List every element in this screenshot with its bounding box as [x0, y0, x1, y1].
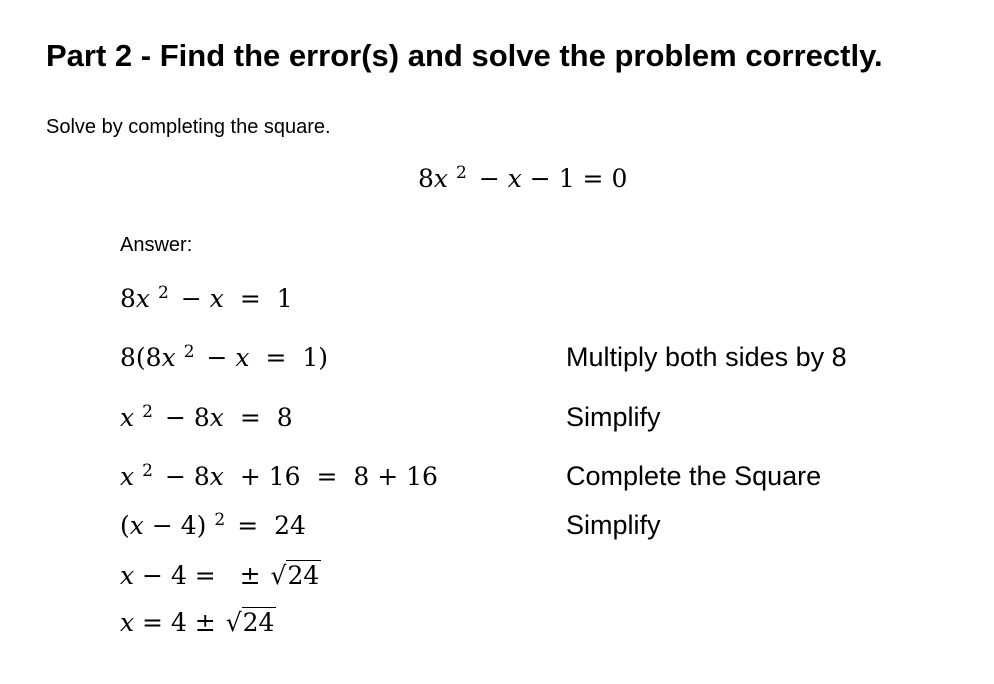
- square-root-symbol: √24: [270, 561, 320, 590]
- step-1-math: 8x $^2$ − x = 1: [120, 282, 293, 313]
- step-6-math: x − 4 = ± √24: [120, 561, 320, 590]
- step-5-note: Simplify: [566, 510, 661, 540]
- step-4-math: x $^2$ − 8x + 16 = 8 + 16: [120, 460, 438, 491]
- step-3-math: x $^2$ − 8x = 8: [120, 401, 293, 432]
- instruction-text: Solve by completing the square.: [46, 116, 331, 138]
- step-7-math: x = 4 ± √24: [120, 608, 275, 637]
- step-5-math: (x − 4) $^2$ = 24: [120, 509, 306, 540]
- page-title: Part 2 - Find the error(s) and solve the problem correctly.: [46, 38, 883, 73]
- step-2-math: 8(8x $^2$ − x = 1): [120, 341, 329, 372]
- step-4-note: Complete the Square: [566, 461, 822, 491]
- square-root-symbol: √24: [225, 608, 275, 637]
- step-2-note: Multiply both sides by 8: [566, 342, 847, 372]
- problem-equation: 8x $^2$ − x − 1 = 0: [418, 162, 628, 193]
- step-3-note: Simplify: [566, 402, 661, 432]
- answer-label: Answer:: [120, 234, 193, 256]
